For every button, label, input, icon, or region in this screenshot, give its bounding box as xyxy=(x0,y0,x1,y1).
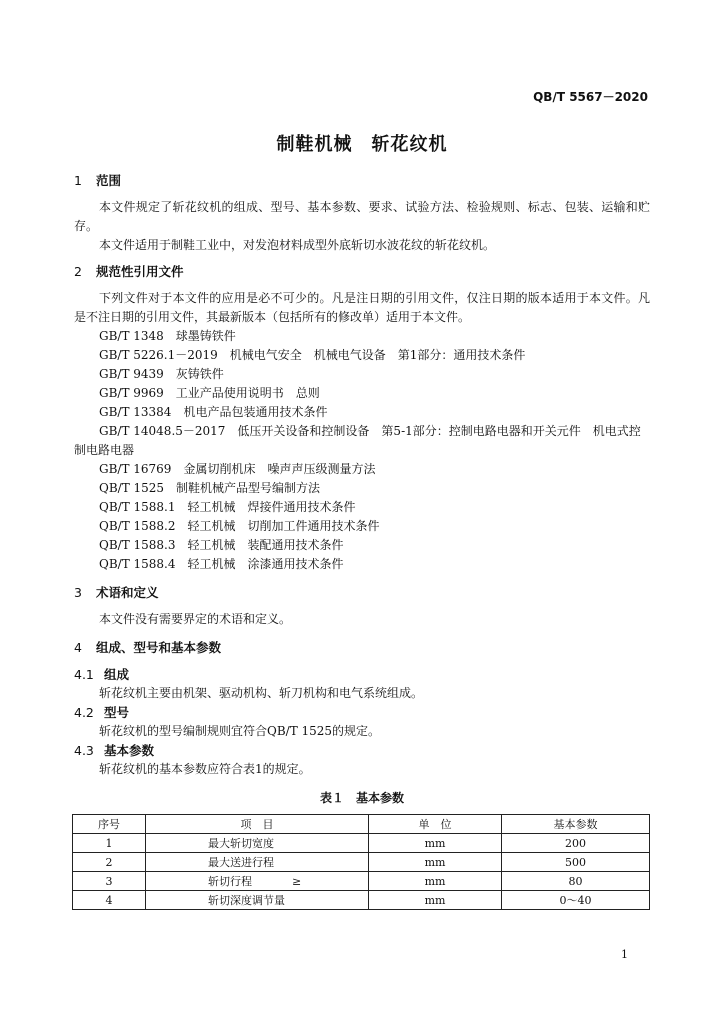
column-header: 序号 xyxy=(73,815,146,834)
subsection-title: 型号 xyxy=(104,705,130,720)
reference-item: QB/T 1588.2 轻工机械 切削加工件通用技术条件 xyxy=(99,519,380,533)
subsection-title: 组成 xyxy=(104,667,130,682)
paragraph: 斩花纹机主要由机架、驱动机构、斩刀机构和电气系统组成。 xyxy=(99,686,424,700)
item-label: 最大斩切宽度 xyxy=(208,837,274,850)
reference-item: QB/T 1525 制鞋机械产品型号编制方法 xyxy=(99,481,321,495)
reference-item: QB/T 1588.3 轻工机械 装配通用技术条件 xyxy=(99,538,344,552)
table-header-row xyxy=(73,815,650,834)
cell-unit: mm xyxy=(369,834,502,853)
basic-parameters-table xyxy=(72,814,650,910)
subsection-number: 4.3 xyxy=(74,743,94,758)
cell-unit: mm xyxy=(369,872,502,891)
reference-item: GB/T 9969 工业产品使用说明书 总则 xyxy=(99,386,320,400)
cell-item xyxy=(146,891,369,910)
subsection-4-2-heading xyxy=(74,703,650,722)
table-row xyxy=(73,853,650,872)
section-2-heading xyxy=(74,263,650,281)
page-number: 1 xyxy=(621,948,628,961)
subsection-title: 基本参数 xyxy=(104,743,155,758)
section-4-heading xyxy=(74,639,650,657)
reference-item: QB/T 1588.4 轻工机械 涂漆通用技术条件 xyxy=(99,557,344,571)
paragraph: 本文件适用于制鞋工业中，对发泡材料成型外底斩切水波花纹的斩花纹机。 xyxy=(99,238,496,252)
paragraph: 斩花纹机的基本参数应符合表1的规定。 xyxy=(99,762,311,776)
reference-item: GB/T 5226.1－2019 机械电气安全 机械电气设备 第1部分：通用技术条件 xyxy=(99,348,526,362)
subsection-4-1-heading xyxy=(74,665,650,684)
reference-item: GB/T 16769 金属切削机床 噪声声压级测量方法 xyxy=(99,462,376,476)
paragraph: 下列文件对于本文件的应用是必不可少的。凡是注日期的引用文件，仅注日期的版本适用于本文件。凡是不注日期的引用文件，其最新版本（包括所有的修改单）适用于本文件。 xyxy=(74,291,650,324)
section-number: 1 xyxy=(74,173,82,188)
table-row xyxy=(73,834,650,853)
subsection-4-3-heading xyxy=(74,741,650,760)
section-title: 组成、型号和基本参数 xyxy=(96,640,222,655)
cell-unit: mm xyxy=(369,891,502,910)
cell-value: 80 xyxy=(502,872,650,891)
cell-value: 200 xyxy=(502,834,650,853)
subsection-number: 4.1 xyxy=(74,667,94,682)
paragraph: 斩花纹机的型号编制规则宜符合QB/T 1525的规定。 xyxy=(99,724,381,738)
section-title: 规范性引用文件 xyxy=(96,264,184,279)
reference-item: GB/T 9439 灰铸铁件 xyxy=(99,367,224,381)
section-title: 术语和定义 xyxy=(96,585,159,600)
cell-unit: mm xyxy=(369,853,502,872)
section-number: 4 xyxy=(74,640,82,655)
subsection-number: 4.2 xyxy=(74,705,94,720)
table-title: 表１ 基本参数 xyxy=(319,791,404,805)
column-header: 基本参数 xyxy=(502,815,650,834)
cell-item xyxy=(146,872,369,891)
item-label: 斩切深度调节量 xyxy=(208,894,285,907)
cell-no: 1 xyxy=(73,834,146,853)
cell-item xyxy=(146,834,369,853)
cell-no: 4 xyxy=(73,891,146,910)
section-1-heading xyxy=(74,172,650,190)
cell-no: 3 xyxy=(73,872,146,891)
reference-item: GB/T 1348 球墨铸铁件 xyxy=(99,329,236,343)
item-label: 最大送进行程 xyxy=(208,856,274,869)
paragraph: 本文件没有需要界定的术语和定义。 xyxy=(99,612,292,626)
table-row xyxy=(73,891,650,910)
column-header: 单 位 xyxy=(369,815,502,834)
section-3-heading xyxy=(74,584,650,602)
paragraph: 本文件规定了斩花纹机的组成、型号、基本参数、要求、试验方法、检验规则、标志、包装、运输和贮存。 xyxy=(74,200,650,233)
minimum-symbol: ≥ xyxy=(292,875,302,888)
cell-no: 2 xyxy=(73,853,146,872)
table-row xyxy=(73,872,650,891)
reference-item: GB/T 13384 机电产品包装通用技术条件 xyxy=(99,405,328,419)
section-number: 3 xyxy=(74,585,82,600)
section-title: 范围 xyxy=(96,173,122,188)
section-number: 2 xyxy=(74,264,82,279)
column-header: 项 目 xyxy=(146,815,369,834)
cell-item xyxy=(146,853,369,872)
cell-value: 500 xyxy=(502,853,650,872)
document-body xyxy=(74,172,650,910)
reference-item: GB/T 14048.5－2017 低压开关设备和控制设备 第5-1部分：控制电路电器和开关元件 机电式控制电路电器 xyxy=(74,424,641,457)
cell-value: 0～40 xyxy=(502,891,650,910)
standard-code: QB/T 5567－2020 xyxy=(533,90,648,104)
document-title: 制鞋机械 斩花纹机 xyxy=(276,134,448,155)
item-label: 斩切行程 xyxy=(208,875,252,888)
reference-item: QB/T 1588.1 轻工机械 焊接件通用技术条件 xyxy=(99,500,356,514)
